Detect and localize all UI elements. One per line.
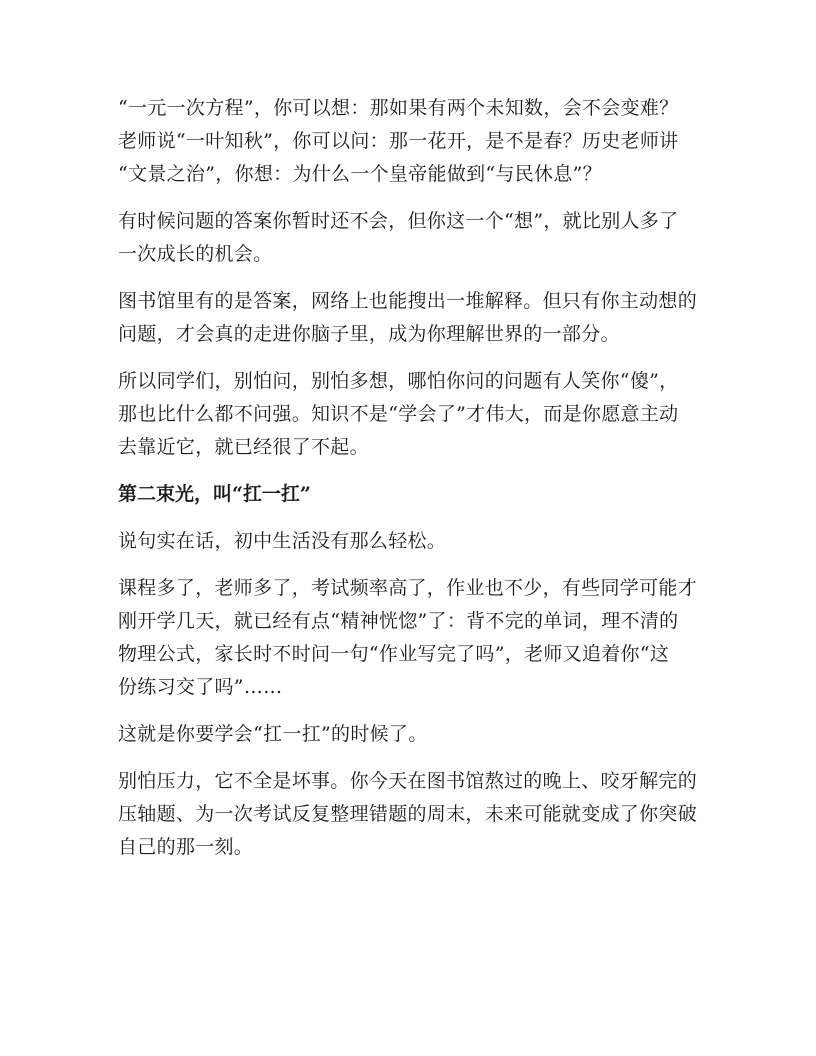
text-line: 自己的那一刻。 bbox=[118, 836, 254, 858]
section-heading: 第二束光，叫“扛一扛” bbox=[118, 483, 311, 505]
text-line: 去靠近它，就已经很了不起。 bbox=[118, 436, 369, 458]
text-line: 这就是你要学会“扛一扛”的时候了。 bbox=[118, 723, 428, 745]
document-page bbox=[118, 92, 698, 878]
paragraph-middle-school-life bbox=[118, 525, 698, 558]
text-line: 图书馆里有的是答案，网络上也能搜出一堆解释。但只有你主动想的 bbox=[118, 290, 698, 312]
paragraph-questions-examples bbox=[118, 92, 698, 191]
paragraph-pressure-examples bbox=[118, 572, 698, 704]
paragraph-growth-chance bbox=[118, 205, 698, 271]
text-line: 问题，才会真的走进你脑子里，成为你理解世界的一部分。 bbox=[118, 323, 620, 345]
text-line: 所以同学们，别怕问，别怕多想，哪怕你问的问题有人笑你“傻”， bbox=[118, 370, 679, 392]
text-line: 课程多了，老师多了，考试频率高了，作业也不少，有些同学可能才 bbox=[118, 577, 698, 599]
text-line: 份练习交了吗”…… bbox=[118, 676, 283, 698]
paragraph-dont-be-afraid bbox=[118, 365, 698, 464]
text-line: 刚开学几天，就已经有点“精神恍惚”了：背不完的单词，理不清的 bbox=[118, 610, 679, 632]
text-line: “一元一次方程”，你可以想：那如果有两个未知数，会不会变难？ bbox=[118, 97, 679, 119]
paragraph-library-answers bbox=[118, 285, 698, 351]
paragraph-pressure-not-bad bbox=[118, 765, 698, 864]
text-line: “文景之治”，你想：为什么一个皇帝能做到“与民休息”？ bbox=[118, 163, 602, 185]
text-line: 说句实在话，初中生活没有那么轻松。 bbox=[118, 530, 447, 552]
text-line: 物理公式，家长时不时问一句“作业写完了吗”，老师又追着你“这 bbox=[118, 643, 670, 665]
text-line: 老师说“一叶知秋”，你可以问：那一花开，是不是春？历史老师讲 bbox=[118, 130, 679, 152]
text-line: 压轴题、为一次考试反复整理错题的周末，未来可能就变成了你突破 bbox=[118, 803, 698, 825]
text-line: 有时候问题的答案你暂时还不会，但你这一个“想”，就比别人多了 bbox=[118, 210, 679, 232]
text-line: 别怕压力，它不全是坏事。你今天在图书馆熬过的晚上、咬牙解完的 bbox=[118, 770, 698, 792]
paragraph-learn-to-endure bbox=[118, 718, 698, 751]
text-line: 那也比什么都不问强。知识不是“学会了”才伟大，而是你愿意主动 bbox=[118, 403, 679, 425]
text-line: 一次成长的机会。 bbox=[118, 243, 273, 265]
